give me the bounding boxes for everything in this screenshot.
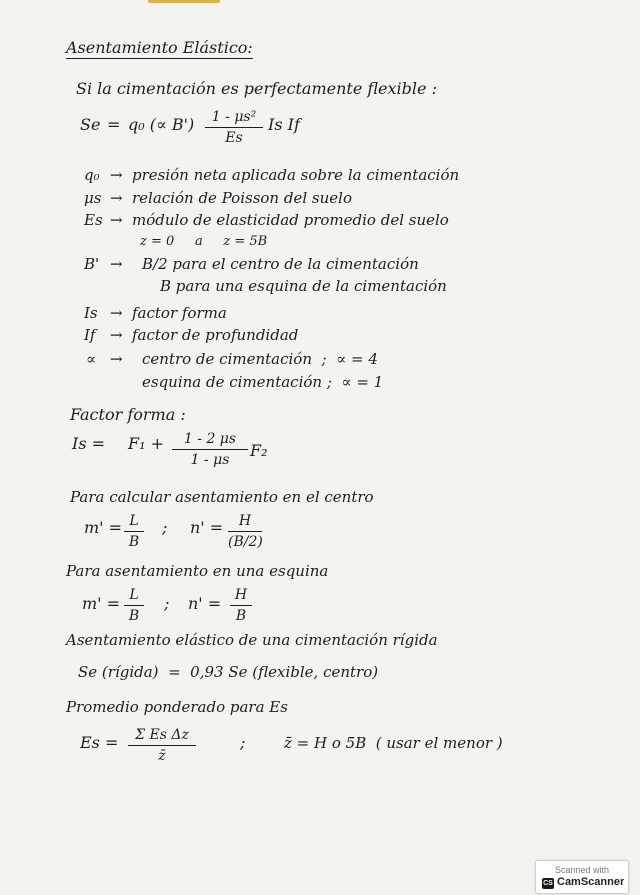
eq1-numerator: 1 - μs² <box>211 109 257 125</box>
centro-separator: ; <box>162 518 168 537</box>
factor-forma-f2: F₂ <box>250 441 268 460</box>
camscanner-logo-icon: CS <box>543 880 553 887</box>
centro-n-denominator: (B/2) <box>228 534 263 550</box>
centro-n-lhs: n' = <box>190 518 224 537</box>
rigida-heading: Asentamiento elástico de una cimentación rígida <box>66 631 438 649</box>
def-text: B para una esquina de la cimentación <box>160 277 447 295</box>
factor-forma-denominator: 1 - μs <box>190 452 230 468</box>
centro-m-fraction <box>124 512 144 551</box>
def-text: relación de Poisson del suelo <box>132 189 352 207</box>
def-text: centro de cimentación ; ∝ = 4 <box>142 350 378 368</box>
factor-forma-lhs: Is = <box>72 434 106 453</box>
centro-m-denominator: B <box>128 534 140 550</box>
eq1-tail: Is If <box>268 115 300 134</box>
centro-n-numerator: H <box>238 513 252 529</box>
eq1-term: q₀ (∝ B') <box>128 115 195 134</box>
eq1-equals: = <box>107 115 121 134</box>
def-text: factor de profundidad <box>132 326 299 344</box>
esquina-m-numerator: L <box>129 587 139 603</box>
def-text: B/2 para el centro de la cimentación <box>142 255 419 273</box>
arrow-icon: → <box>110 211 123 229</box>
factor-forma-f1: F₁ + <box>128 434 165 453</box>
def-sym: μs <box>84 189 102 207</box>
def-depth-range: z = 0 a z = 5B <box>140 234 268 249</box>
arrow-icon: → <box>110 304 123 322</box>
esquina-n-lhs: n' = <box>188 594 222 613</box>
eq1-denominator: Es <box>225 130 243 146</box>
esquina-heading: Para asentamiento en una esquina <box>66 562 329 580</box>
esquina-n-numerator: H <box>234 587 248 603</box>
promedio-fraction <box>128 726 196 765</box>
def-sym: q₀ <box>84 166 100 184</box>
rigida-equation: Se (rígida) = 0,93 Se (flexible, centro) <box>78 663 379 681</box>
arrow-icon: → <box>110 255 123 273</box>
def-sym: ∝ <box>86 350 97 368</box>
centro-m-numerator: L <box>129 513 139 529</box>
def-text: módulo de elasticidad promedio del suelo <box>132 211 449 229</box>
def-text: factor forma <box>132 304 227 322</box>
promedio-rhs: z̄ = H o 5B ( usar el menor ) <box>284 734 503 752</box>
camscanner-badge <box>535 860 629 894</box>
def-sym: Is <box>84 304 98 322</box>
promedio-numerator: Σ Es Δz <box>135 727 189 743</box>
def-text: esquina de cimentación ; ∝ = 1 <box>142 373 384 391</box>
promedio-denominator: z̄ <box>158 748 166 764</box>
arrow-icon: → <box>110 326 123 344</box>
esquina-n-fraction <box>230 586 252 625</box>
scanned-with-label: Scanned with <box>554 865 610 875</box>
esquina-n-denominator: B <box>235 608 247 624</box>
arrow-icon: → <box>110 350 123 368</box>
def-text: presión neta aplicada sobre la cimentación <box>132 166 460 184</box>
factor-forma-fraction <box>172 430 248 469</box>
factor-forma-numerator: 1 - 2 μs <box>183 431 237 447</box>
promedio-separator: ; <box>240 733 246 752</box>
page-title: Asentamiento Elástico: <box>66 38 253 57</box>
def-sym: B' <box>84 255 100 273</box>
centro-n-fraction <box>228 512 262 551</box>
esquina-m-denominator: B <box>128 608 140 624</box>
centro-m-lhs: m' = <box>84 518 123 537</box>
arrow-icon: → <box>110 166 123 184</box>
promedio-lhs: Es = <box>80 733 119 752</box>
esquina-m-fraction <box>124 586 144 625</box>
arrow-icon: → <box>110 189 123 207</box>
intro-line: Si la cimentación es perfectamente flexible : <box>76 79 437 98</box>
eq1-fraction <box>205 108 263 147</box>
camscanner-brand-label: CamScanner <box>557 876 625 888</box>
esquina-m-lhs: m' = <box>82 594 121 613</box>
promedio-heading: Promedio ponderado para Es <box>66 698 288 716</box>
eq1-lhs: Se <box>80 115 101 134</box>
def-sym: If <box>84 326 96 344</box>
paper-edge-mark <box>148 0 220 3</box>
centro-heading: Para calcular asentamiento en el centro <box>70 488 374 506</box>
esquina-separator: ; <box>164 594 170 613</box>
factor-forma-heading: Factor forma : <box>70 405 186 424</box>
def-sym: Es <box>84 211 103 229</box>
